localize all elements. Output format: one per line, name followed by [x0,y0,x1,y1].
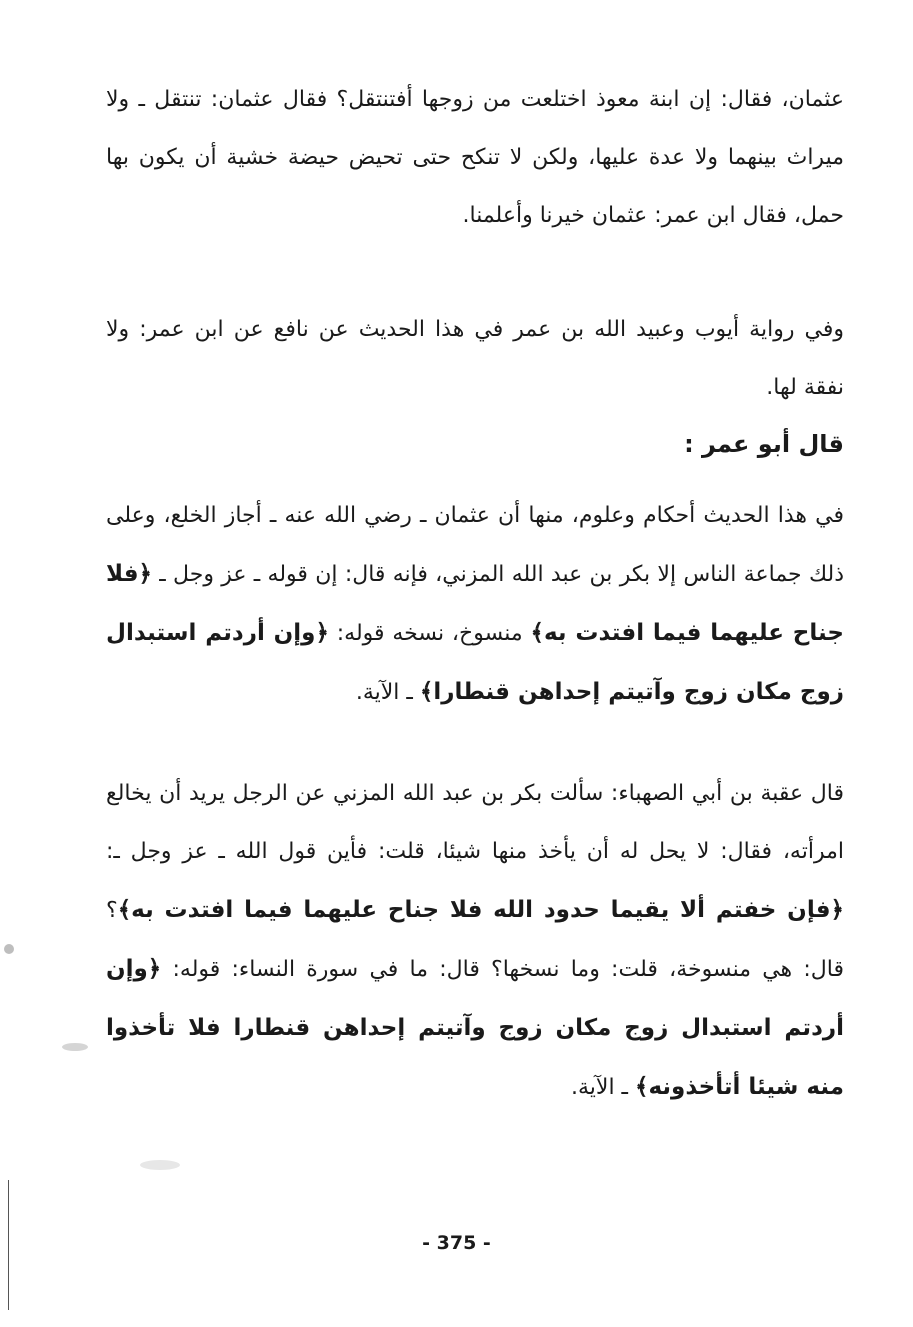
paragraph-4 [106,765,844,1117]
paragraph-1-text: عثمان، فقال: إن ابنة معوذ اختلعت من زوجها أفتنتقل؟ فقال عثمان: تنتقل ـ ولا ميراث بينهما ولا عدة عليها، ولكن لا تنكح حتى تحيض حيضة خشية أن يكون بها حمل، فقال ابن عمر: عثمان خيرنا وأعلمنا. [106,87,844,228]
scan-speck [140,1160,180,1170]
paragraph-2-text: وفي رواية أيوب وعبيد الله بن عمر في هذا الحديث عن نافع عن ابن عمر: ولا نفقة لها. [106,317,844,400]
paragraph-3 [106,487,844,722]
paragraph-1 [106,71,844,245]
heading-text: قال أبو عمر : [684,430,844,458]
paragraph-3-text-1: في هذا الحديث أحكام وعلوم، منها أن عثمان ـ رضي الله عنه ـ أجاز الخلع، وعلى ذلك جماعة الناس إلا بكر بن عبد الله المزني، فإنه قال: إن قوله ـ عز وجل ـ [106,503,844,587]
paragraph-2 [106,301,844,417]
section-heading [106,415,844,473]
paragraph-4-text-2: ؟ قال: هي منسوخة، قلت: وما نسخها؟ قال: ما في سورة النساء: قوله: [106,898,844,982]
paragraph-3-text-2: منسوخ، نسخه قوله: [328,621,531,646]
scan-edge-line [8,1180,9,1310]
paragraph-4-text-1: قال عقبة بن أبي الصهباء: سألت بكر بن عبد الله المزني عن الرجل يريد أن يخالع امرأته، فقال: لا يحل له أن يأخذ منها شيئا، قلت: فأين قول الله ـ عز وجل ـ: [106,781,844,864]
quran-verse-quote: ﴿فلا جناح عليهما فيما افتدت به﴾ [106,561,844,646]
quran-verse-quote: ﴿وإن أردتم استبدال زوج مكان زوج وآتيتم إحداهن قنطارا فلا تأخذوا منه شيئا أتأخذونه﴾ [106,956,844,1100]
scan-speck [4,944,14,954]
quran-verse-quote: ﴿فإن خفتم ألا يقيما حدود الله فلا جناح عليهما فيما افتدت به﴾ [117,897,844,923]
quran-verse-quote: ﴿وإن أردتم استبدال زوج مكان زوج وآتيتم إحداهن قنطارا﴾ [106,620,844,705]
paragraph-3-text-3: ـ الآية. [355,680,420,705]
paragraph-4-text-3: ـ الآية. [570,1075,635,1100]
scan-speck [62,1043,88,1051]
page-number: - 375 - [422,1232,491,1254]
